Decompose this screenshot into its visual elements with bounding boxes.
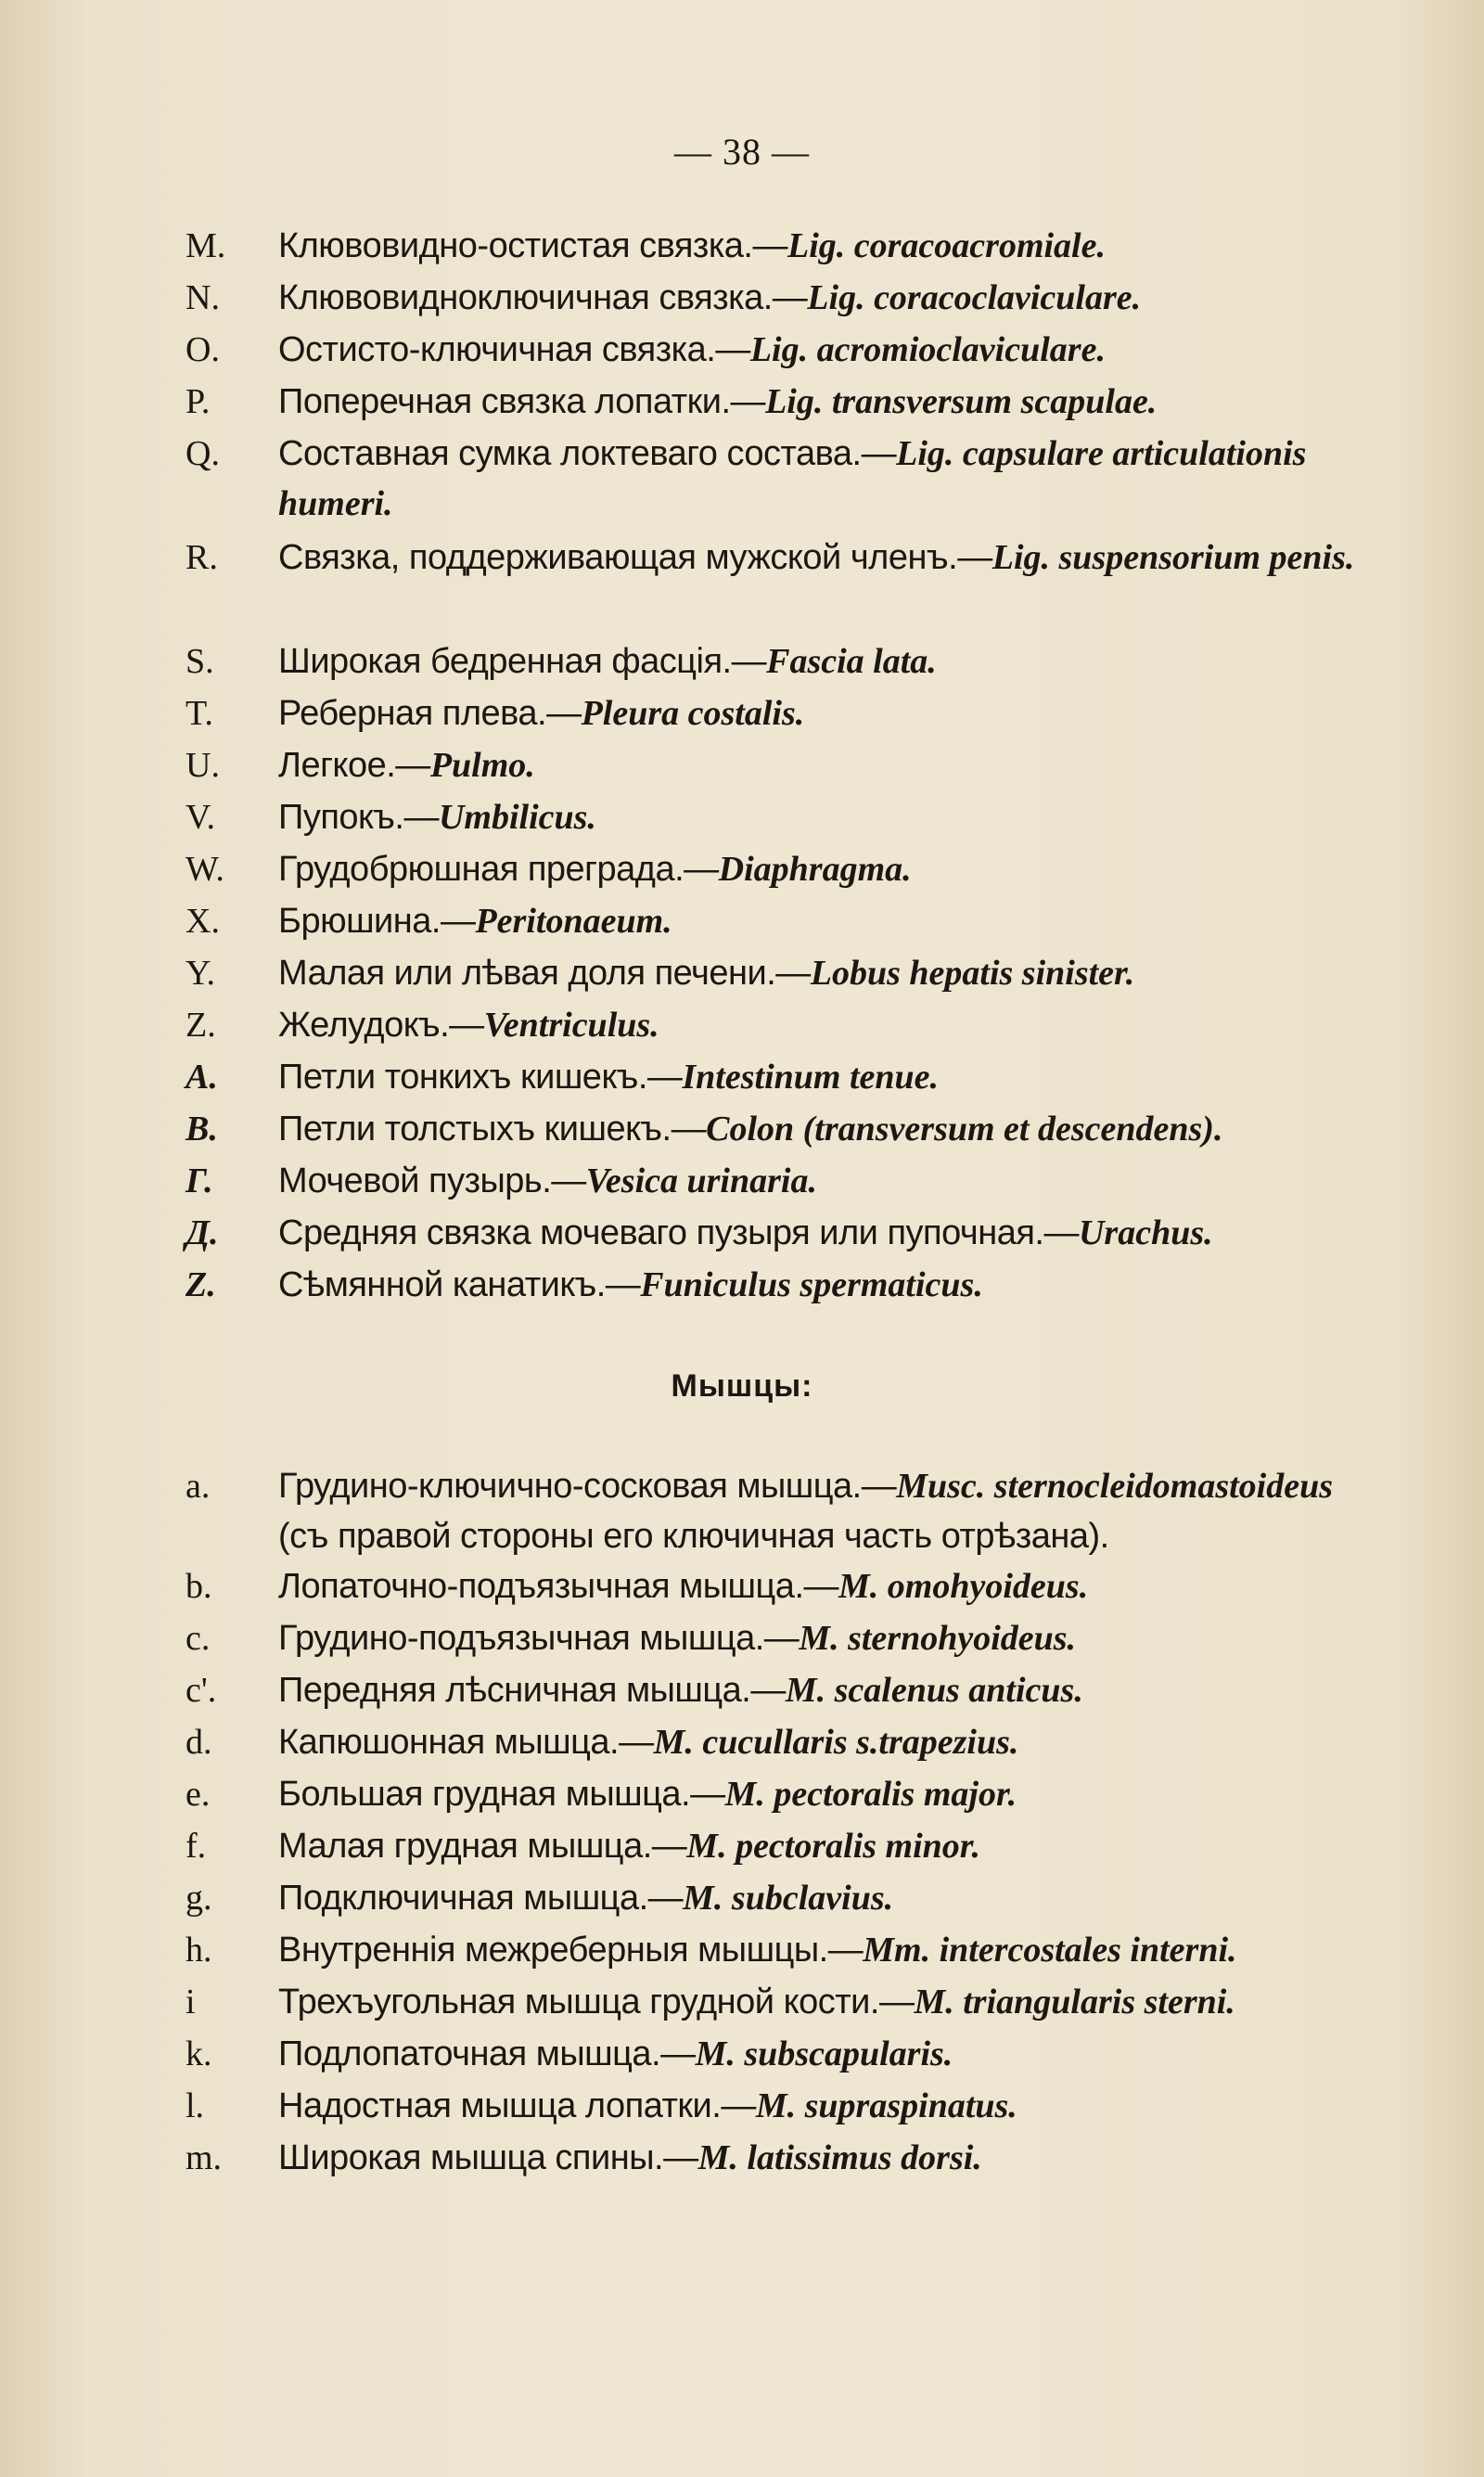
entry-label: T. bbox=[186, 694, 213, 733]
ligament-list bbox=[0, 221, 1484, 1312]
entry-latin: Mm. intercostales interni. bbox=[863, 1931, 1237, 1970]
list-item bbox=[0, 1000, 1484, 1052]
list-item bbox=[0, 1665, 1484, 1717]
entry-russian: Грудино-ключично-сосковая мышца.— bbox=[278, 1467, 897, 1506]
entry-label: N. bbox=[186, 278, 220, 317]
page-number: — 38 — bbox=[674, 131, 810, 173]
list-item bbox=[0, 429, 1484, 533]
entry-label: X. bbox=[186, 902, 220, 941]
entry-label: f. bbox=[186, 1827, 207, 1866]
entry-latin: M. pectoralis major. bbox=[724, 1775, 1017, 1814]
entry-label: c. bbox=[186, 1619, 211, 1658]
entry-latin: Colon (transversum et descendens). bbox=[706, 1110, 1223, 1149]
entry-latin: Lig. transversum scapulae. bbox=[765, 382, 1158, 421]
entry-latin: M. subclavius. bbox=[683, 1879, 894, 1918]
entry-russian: Составная сумка локтеваго состава.— bbox=[278, 434, 897, 473]
entry-russian: Связка, поддерживающая мужской членъ.— bbox=[278, 538, 992, 577]
entry-label: a. bbox=[186, 1467, 211, 1506]
list-item bbox=[0, 636, 1484, 688]
entry-note: (съ правой стороны его ключичная часть отрѣзана). bbox=[278, 1517, 1109, 1556]
entry-russian: Петли тонкихъ кишекъ.— bbox=[278, 1058, 683, 1097]
entry-label: k. bbox=[186, 2034, 212, 2073]
entry-label: Z. bbox=[186, 1006, 216, 1045]
entry-russian: Большая грудная мышца.— bbox=[278, 1775, 725, 1814]
entry-label: i bbox=[186, 1983, 196, 2021]
entry-russian: Клювовидноключичная связка.— bbox=[278, 278, 808, 317]
entry-russian: Клювовидно-остистая связка.— bbox=[278, 226, 787, 265]
list-item bbox=[0, 792, 1484, 844]
entry-russian: Брюшина.— bbox=[278, 902, 476, 941]
entry-russian: Сѣмянной канатикъ.— bbox=[278, 1265, 641, 1304]
entry-latin: Peritonaeum. bbox=[475, 902, 672, 941]
list-item bbox=[0, 2133, 1484, 2185]
entry-latin: M. triangularis sterni. bbox=[914, 1983, 1235, 2021]
entry-label: P. bbox=[186, 382, 211, 421]
entry-russian: Трехъугольная мышца грудной кости.— bbox=[278, 1983, 915, 2021]
entry-latin: Intestinum tenue. bbox=[682, 1058, 940, 1097]
list-item bbox=[0, 1821, 1484, 1873]
entry-label: A. bbox=[186, 1058, 218, 1097]
list-item bbox=[0, 1104, 1484, 1156]
entry-russian: Мочевой пузырь.— bbox=[278, 1161, 586, 1200]
entry-latin: M. subscapularis. bbox=[695, 2034, 953, 2073]
entry-label: O. bbox=[186, 330, 220, 369]
entry-label: B. bbox=[186, 1110, 218, 1149]
entry-label: g. bbox=[186, 1879, 212, 1918]
entry-label: Д. bbox=[186, 1213, 219, 1252]
list-item bbox=[0, 2081, 1484, 2133]
list-item bbox=[0, 1873, 1484, 1925]
list-item bbox=[0, 1208, 1484, 1260]
entry-russian: Грудино-подъязычная мышца.— bbox=[278, 1619, 800, 1658]
entry-label: Z. bbox=[186, 1265, 216, 1304]
entry-label: U. bbox=[186, 746, 220, 785]
entry-latin: M. cucullaris s.trapezius. bbox=[653, 1723, 1019, 1762]
entry-russian: Подключичная мышца.— bbox=[278, 1879, 684, 1918]
entry-latin: Lig. coracoacromiale. bbox=[787, 226, 1106, 265]
entry-label: R. bbox=[186, 538, 218, 577]
entry-russian: Желудокъ.— bbox=[278, 1006, 484, 1045]
entry-russian: Средняя связка мочеваго пузыря или пупочная.— bbox=[278, 1213, 1079, 1252]
entry-russian: Остисто-ключичная связка.— bbox=[278, 330, 750, 369]
entry-label: d. bbox=[186, 1723, 212, 1762]
list-item bbox=[0, 325, 1484, 377]
entry-label: m. bbox=[186, 2138, 223, 2177]
entry-latin: Ventriculus. bbox=[483, 1006, 659, 1045]
entry-label: l. bbox=[186, 2086, 205, 2125]
entry-label: V. bbox=[186, 798, 216, 837]
entry-russian: Широкая бедренная фасція.— bbox=[278, 642, 767, 681]
entry-latin: M. supraspinatus. bbox=[755, 2086, 1017, 2125]
list-item bbox=[0, 377, 1484, 429]
entry-russian: Поперечная связка лопатки.— bbox=[278, 382, 766, 421]
entry-label: h. bbox=[186, 1931, 212, 1970]
section-heading-muscles: Мышцы: bbox=[671, 1368, 813, 1404]
entry-label: e. bbox=[186, 1775, 211, 1814]
entry-russian: Лопаточно-подъязычная мышца.— bbox=[278, 1567, 839, 1606]
entry-latin: Lobus hepatis sinister. bbox=[810, 954, 1135, 993]
entry-latin: Pulmo. bbox=[429, 746, 535, 785]
entry-label: S. bbox=[186, 642, 214, 681]
list-item bbox=[0, 1925, 1484, 1977]
entry-russian: Петли толстыхъ кишекъ.— bbox=[278, 1110, 707, 1149]
list-item bbox=[0, 1260, 1484, 1312]
entry-russian: Внутреннія межреберныя мышцы.— bbox=[278, 1931, 864, 1970]
entry-latin: Pleura costalis. bbox=[581, 694, 805, 733]
entry-label: M. bbox=[186, 226, 226, 265]
entry-latin: Vesica urinaria. bbox=[585, 1161, 817, 1200]
list-item bbox=[0, 1461, 1484, 1561]
list-item bbox=[0, 1156, 1484, 1208]
entry-label: Y. bbox=[186, 954, 216, 993]
entry-latin: Lig. acromioclaviculare. bbox=[749, 330, 1106, 369]
list-item bbox=[0, 1052, 1484, 1104]
entry-russian: Широкая мышца спины.— bbox=[278, 2138, 698, 2177]
list-item bbox=[0, 740, 1484, 792]
list-item bbox=[0, 1717, 1484, 1769]
list-item bbox=[0, 273, 1484, 325]
list-item bbox=[0, 1561, 1484, 1613]
entry-russian: Подлопаточная мышца.— bbox=[278, 2034, 696, 2073]
entry-latin: M. omohyoideus. bbox=[838, 1567, 1089, 1606]
list-item bbox=[0, 533, 1484, 636]
entry-latin: M. sternohyoideus. bbox=[799, 1619, 1077, 1658]
entry-label: Г. bbox=[186, 1161, 213, 1200]
entry-latin: M. scalenus anticus. bbox=[785, 1671, 1083, 1710]
entry-label: b. bbox=[186, 1567, 212, 1606]
entry-latin: Lig. capsulare articulationis humeri. bbox=[278, 434, 1307, 523]
list-item bbox=[0, 844, 1484, 896]
list-item bbox=[0, 1613, 1484, 1665]
entry-russian: Передняя лѣсничная мышца.— bbox=[278, 1671, 786, 1710]
entry-russian: Грудобрюшная преграда.— bbox=[278, 850, 719, 889]
entry-latin: M. latissimus dorsi. bbox=[697, 2138, 982, 2177]
list-item bbox=[0, 688, 1484, 740]
list-item bbox=[0, 1977, 1484, 2029]
entry-russian: Малая или лѣвая доля печени.— bbox=[278, 954, 811, 993]
entry-russian: Надостная мышца лопатки.— bbox=[278, 2086, 756, 2125]
entry-russian: Пупокъ.— bbox=[278, 798, 439, 837]
list-item bbox=[0, 896, 1484, 948]
entry-latin: Funiculus spermaticus. bbox=[640, 1265, 983, 1304]
entry-label: c'. bbox=[186, 1671, 217, 1710]
entry-latin: Umbilicus. bbox=[438, 798, 596, 837]
entry-latin: Lig. coracoclaviculare. bbox=[807, 278, 1142, 317]
list-item bbox=[0, 948, 1484, 1000]
muscle-list bbox=[0, 1461, 1484, 2185]
entry-latin: M. pectoralis minor. bbox=[686, 1827, 980, 1866]
entry-latin: Urachus. bbox=[1078, 1213, 1213, 1252]
entry-russian: Малая грудная мышца.— bbox=[278, 1827, 687, 1866]
entry-russian: Реберная плева.— bbox=[278, 694, 582, 733]
entry-latin: Fascia lata. bbox=[766, 642, 937, 681]
entry-latin: Lig. suspensorium penis. bbox=[991, 538, 1355, 577]
list-item bbox=[0, 1769, 1484, 1821]
entry-russian: Капюшонная мышца.— bbox=[278, 1723, 654, 1762]
entry-latin: Diaphragma. bbox=[718, 850, 912, 889]
entry-latin: Musc. sternocleidomastoideus bbox=[896, 1467, 1334, 1506]
list-item bbox=[0, 221, 1484, 273]
entry-label: Q. bbox=[186, 434, 220, 473]
entry-russian: Легкое.— bbox=[278, 746, 430, 785]
list-item bbox=[0, 2029, 1484, 2081]
entry-label: W. bbox=[186, 850, 224, 889]
